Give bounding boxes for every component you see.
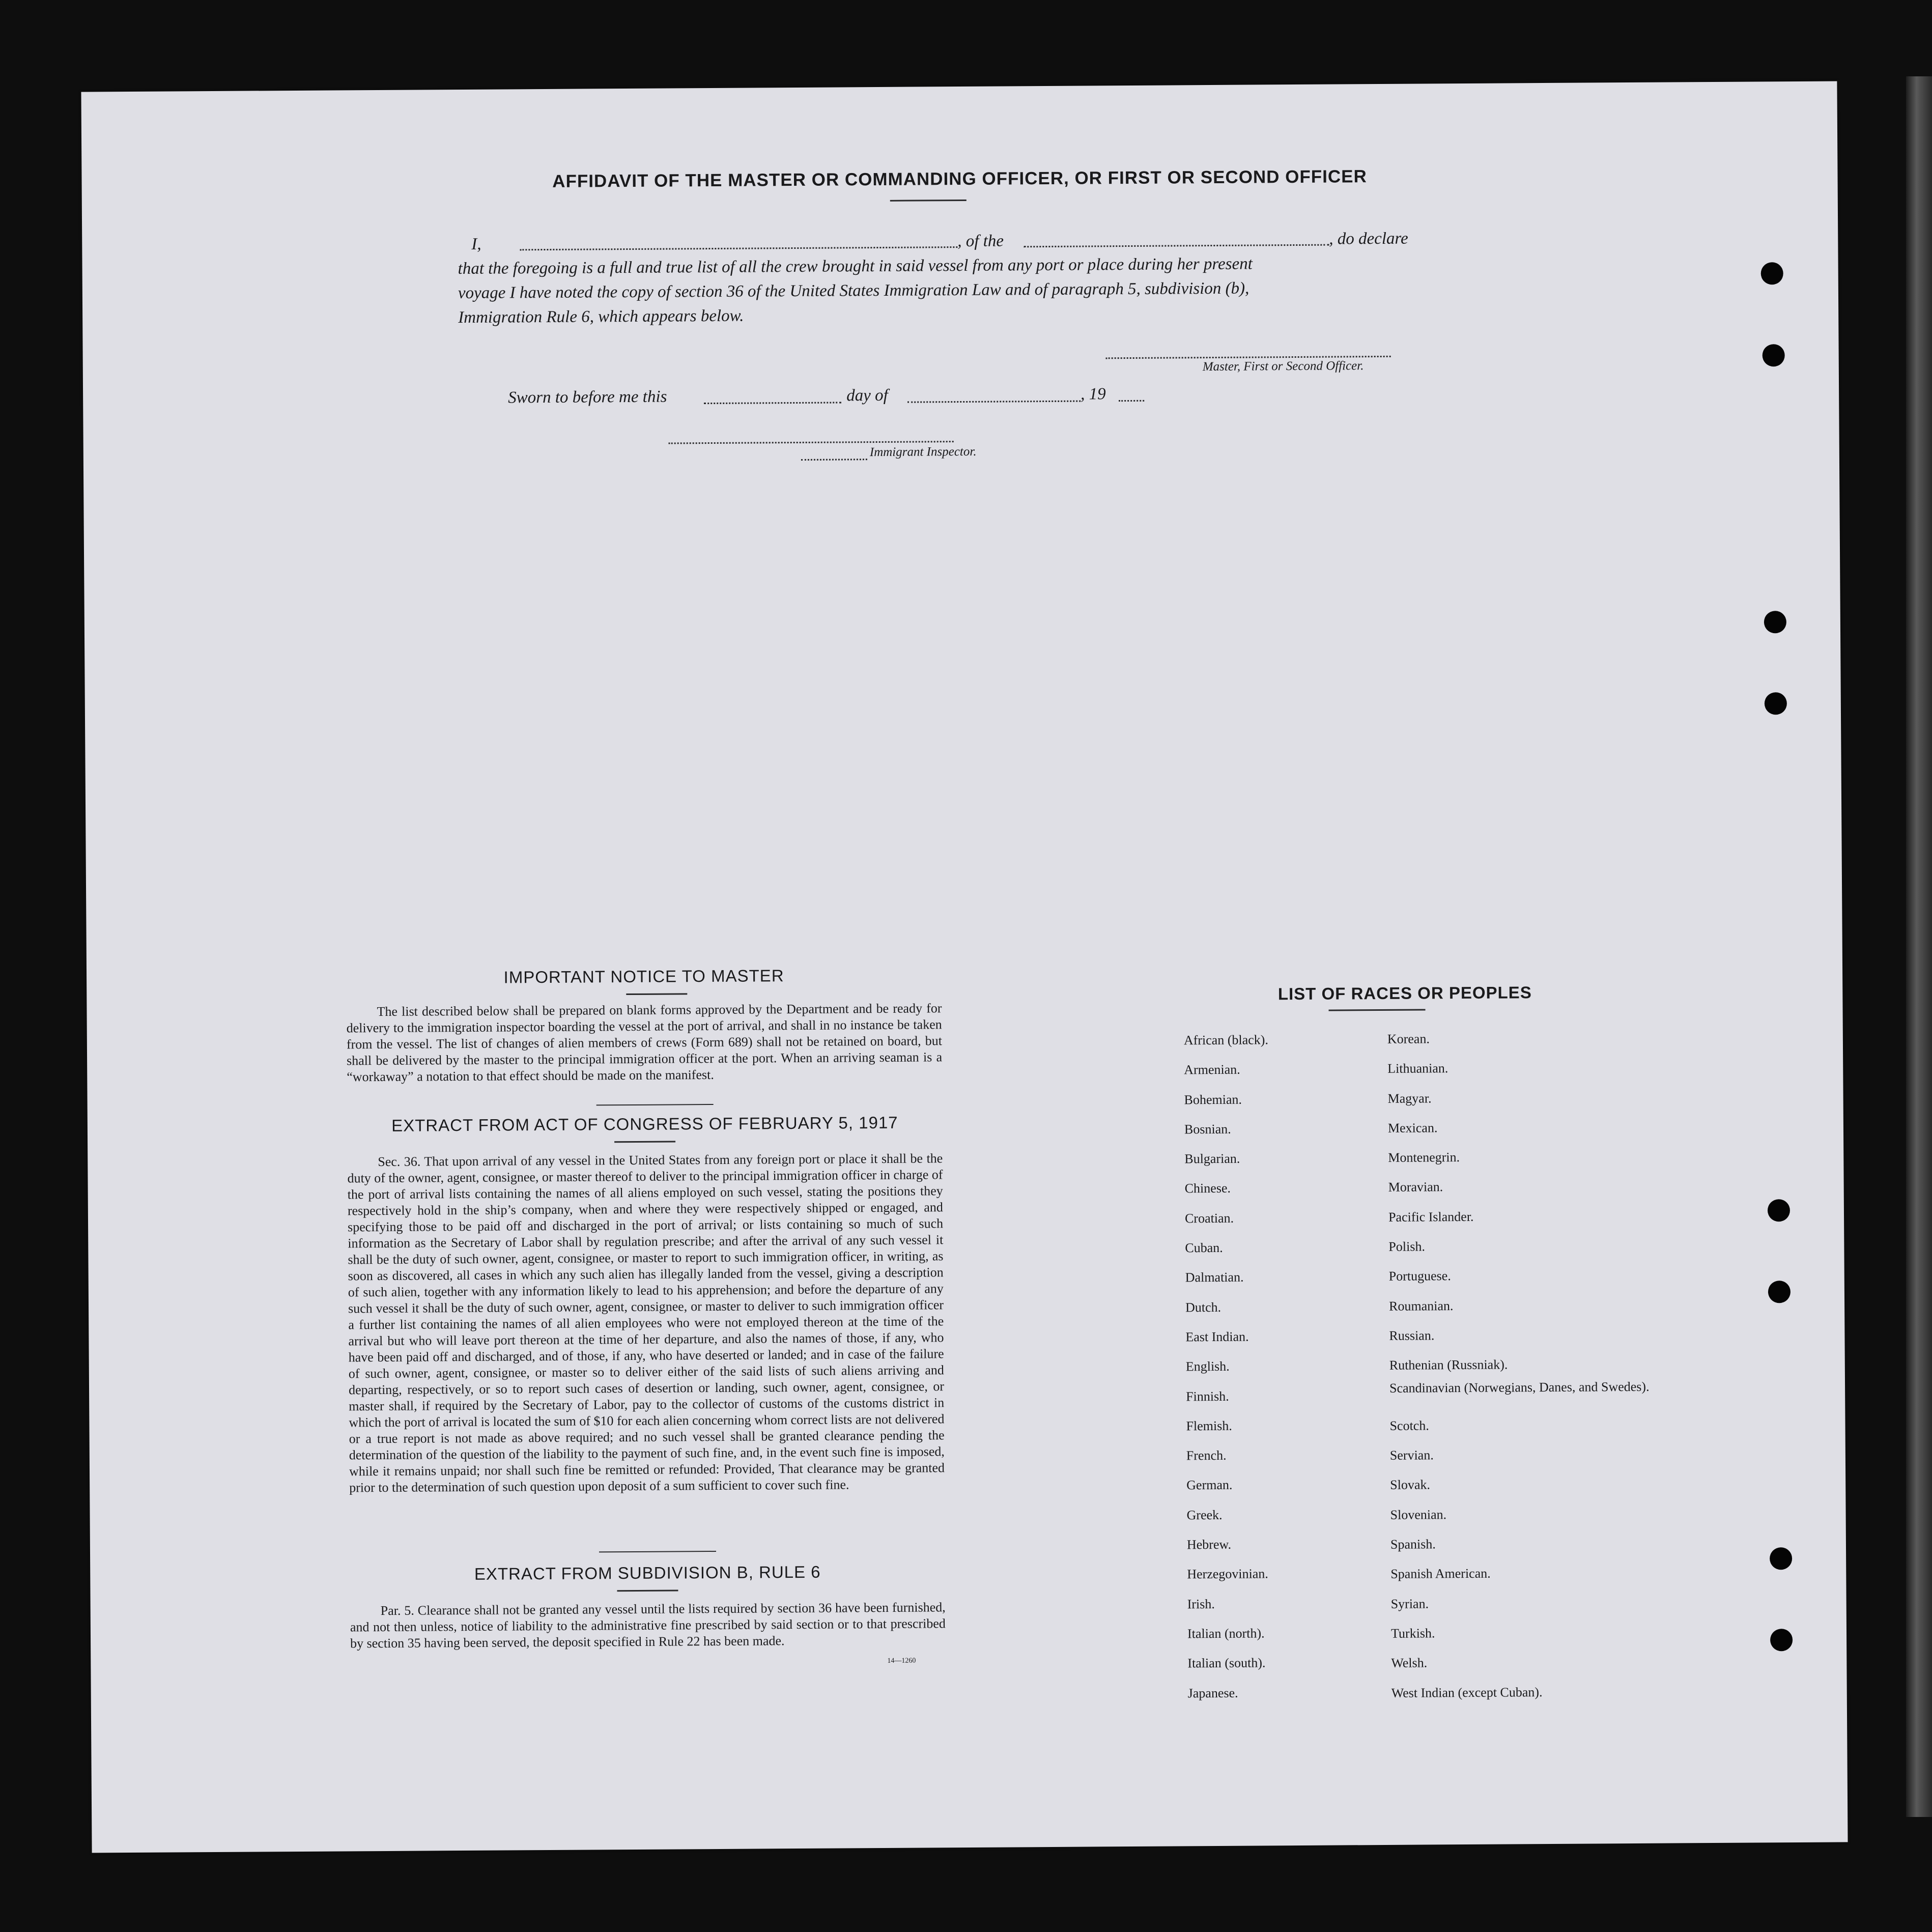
race-item: Cuban. (1185, 1240, 1223, 1256)
declare-line-4: Immigration Rule 6, which appears below. (458, 306, 744, 327)
race-item: African (black). (1183, 1032, 1269, 1048)
form-page (81, 81, 1848, 1853)
race-item: Dalmatian. (1185, 1270, 1244, 1285)
race-item: French. (1186, 1448, 1227, 1463)
race-item: Ruthenian (Russniak). (1389, 1357, 1508, 1373)
race-item: Turkish. (1390, 1626, 1435, 1641)
sworn-day-blank[interactable] (704, 402, 841, 404)
rule-title-underline (617, 1589, 678, 1592)
adjacent-page-edge (1906, 76, 1932, 1817)
notice-title-underline (626, 993, 687, 995)
race-item: Chinese. (1184, 1181, 1231, 1196)
race-item: Slovak. (1390, 1477, 1431, 1493)
race-item: Spanish American. (1390, 1566, 1491, 1582)
race-item: Armenian. (1184, 1062, 1240, 1077)
race-item: Italian (south). (1187, 1655, 1266, 1671)
rule-extract-title: EXTRACT FROM SUBDIVISION B, RULE 6 (474, 1562, 821, 1583)
inspector-label: Immigrant Inspector. (869, 444, 977, 460)
punch-hole (1770, 1629, 1793, 1651)
declare-i: I, (471, 235, 481, 253)
race-item: Moravian. (1388, 1179, 1443, 1195)
race-item: Croatian. (1184, 1210, 1234, 1226)
race-item: Irish. (1187, 1596, 1215, 1611)
form-number: 14—1260 (887, 1657, 916, 1665)
inspector-dots (801, 459, 867, 461)
race-item: Scandinavian (Norwegians, Danes, and Swedes). (1389, 1379, 1650, 1396)
notice-text: The list described below shall be prepared on blank forms approved by the Department and be ready for delivery to the immigration inspector boarding the vessel at the port of arrival, and shall in no instance be taken from the vessel. The list of changes of alien members of crews (Form 689) shall not be retained on board, but shall be delivered by the master to the principal immigration officer at the port. When an arriving seaman is a “workaway” a notation to that effect should be made on the manifest. (346, 1001, 943, 1085)
race-item: Roumanian. (1388, 1298, 1454, 1314)
race-item: Portuguese. (1388, 1268, 1451, 1284)
rule-extract-text: Par. 5. Clearance shall not be granted any vessel until the lists required by section 36 have been furnished, and not then unless, notice of liability to the administrative fine prescribed by said section or to that prescribed by section 35 having been served, the deposit specified in Rule 22 has been made. (350, 1600, 946, 1651)
punch-hole (1770, 1547, 1792, 1570)
name-blank[interactable] (520, 246, 957, 250)
declare-line-3: voyage I have noted the copy of section 36 of the United States Immigration Law and of paragraph 5, subdivision (b), (458, 279, 1249, 303)
punch-hole (1765, 692, 1787, 715)
act-extract-title: EXTRACT FROM ACT OF CONGRESS OF FEBRUARY 5, 1917 (391, 1113, 898, 1135)
declare-line-2: that the foregoing is a full and true list of all the crew brought in said vessel from any port or place during her present (458, 254, 1253, 278)
race-item: Magyar. (1387, 1090, 1432, 1106)
master-signature-line[interactable] (1106, 356, 1391, 359)
sworn-day-of: day of (846, 386, 888, 405)
race-item: Bohemian. (1184, 1092, 1242, 1107)
race-item: Italian (north). (1187, 1626, 1265, 1641)
race-item: Montenegrin. (1388, 1150, 1460, 1166)
punch-hole (1768, 1281, 1791, 1303)
sworn-prefix: Sworn to before me this (508, 387, 667, 407)
punch-hole (1768, 1199, 1790, 1221)
race-item: West Indian (except Cuban). (1391, 1684, 1543, 1700)
race-item: Lithuanian. (1387, 1061, 1448, 1076)
do-declare-text: , do declare (1329, 229, 1408, 248)
act-extract-text: Sec. 36. That upon arrival of any vessel in the United States from any foreign port or place it shall be the duty of the owner, agent, consignee, or master thereof to deliver to the principal immigration officer in charge of the port of arrival lists containing the names of all aliens employed on such vessel, stating the positions they respectively hold in the ship’s company, when and where they were respectively shipped or engaged, and specifying those to be paid off and discharged in the port of arrival; or lists containing so much of such information as the Secretary of Labor shall by regulation prescribe; and after the arrival of any such vessel it shall be the duty of such owner, agent, consignee, or master to report to such immigration officer, in writing, as soon as discovered, all cases in which any such alien has illegally landed from the vessel, giving a description of such alien, together with any information likely to lead to his apprehension; and before the departure of any such vessel it shall be the duty of such owner, agent, consignee, or master to deliver to such immigration officer a further list containing the names of all alien employees who were not employed thereon at the time of the arrival but who will leave port thereon at the time of her departure, and also the names of those, if any, who have been paid off and discharged, and of those, if any, who have deserted or landed; and in case of the failure of such owner, agent, consignee, or master so to deliver either of the said lists of such aliens arriving and departing, respectively, or so to report such cases of desertion or landing, such owner, agent, consignee, or master shall, if required by the Secretary of Labor, pay to the collector of customs of the customs district in which the port of arrival is located the sum of $10 for each alien concerning whom correct lists are not delivered or a true report is not made as above required; and no such vessel shall be granted clearance pending the determination of the question of the liability to the payment of such fine, and, in the event such fine is imposed, while it remains unpaid; nor shall such fine be remitted or refunded: Provided, That clearance may be granted prior to the determination of such question upon deposit of a sum sufficient to cover such fine. (347, 1151, 945, 1495)
declare-line-1 (471, 232, 481, 257)
title-underline (890, 200, 967, 202)
act-title-underline (614, 1141, 675, 1143)
race-item: Servian. (1389, 1447, 1434, 1463)
race-item: Pacific Islander. (1388, 1209, 1474, 1225)
race-item: Greek. (1186, 1507, 1223, 1523)
race-item: Spanish. (1390, 1537, 1436, 1552)
race-item: Scotch. (1389, 1418, 1429, 1433)
race-item: Syrian. (1390, 1596, 1429, 1611)
race-item: Mexican. (1387, 1120, 1438, 1135)
race-item: Finnish. (1186, 1388, 1229, 1404)
separator-rule (596, 1104, 714, 1105)
race-item: Bosnian. (1184, 1121, 1231, 1137)
sworn-year: , 19 (1081, 385, 1106, 404)
race-item: Slovenian. (1390, 1507, 1447, 1522)
race-item: Bulgarian. (1184, 1151, 1240, 1167)
vessel-blank[interactable] (1024, 244, 1329, 248)
race-item: East Indian. (1185, 1329, 1249, 1345)
race-item: Welsh. (1391, 1655, 1428, 1671)
race-item: Hebrew. (1186, 1537, 1232, 1552)
race-item: Polish. (1388, 1239, 1425, 1254)
punch-hole (1763, 344, 1785, 366)
punch-hole (1764, 611, 1786, 633)
notice-title: IMPORTANT NOTICE TO MASTER (503, 966, 784, 987)
inspector-signature-line[interactable] (669, 441, 954, 444)
races-title-underline (1329, 1009, 1426, 1011)
race-item: Herzegovinian. (1187, 1566, 1268, 1582)
sworn-month-blank[interactable] (907, 401, 1081, 403)
race-item: German. (1186, 1478, 1233, 1493)
master-signature-label: Master, First or Second Officer. (1202, 359, 1364, 374)
of-the-text: , of the (957, 232, 1004, 251)
race-item: Korean. (1387, 1031, 1430, 1046)
race-item: Flemish. (1186, 1418, 1232, 1434)
race-item: English. (1185, 1359, 1230, 1374)
separator-rule-2 (599, 1551, 716, 1552)
race-item: Japanese. (1187, 1685, 1238, 1700)
sworn-year-blank[interactable] (1119, 400, 1144, 402)
races-title: LIST OF RACES OR PEOPLES (1277, 983, 1532, 1004)
punch-hole (1761, 262, 1783, 285)
race-item: Russian. (1389, 1328, 1435, 1343)
races-right-column (1387, 1023, 1650, 1708)
race-item: Dutch. (1185, 1299, 1221, 1315)
races-left-column (1184, 1025, 1381, 1708)
affidavit-title: AFFIDAVIT OF THE MASTER OR COMMANDING OFFICER, OR FIRST OR SECOND OFFICER (552, 166, 1367, 191)
